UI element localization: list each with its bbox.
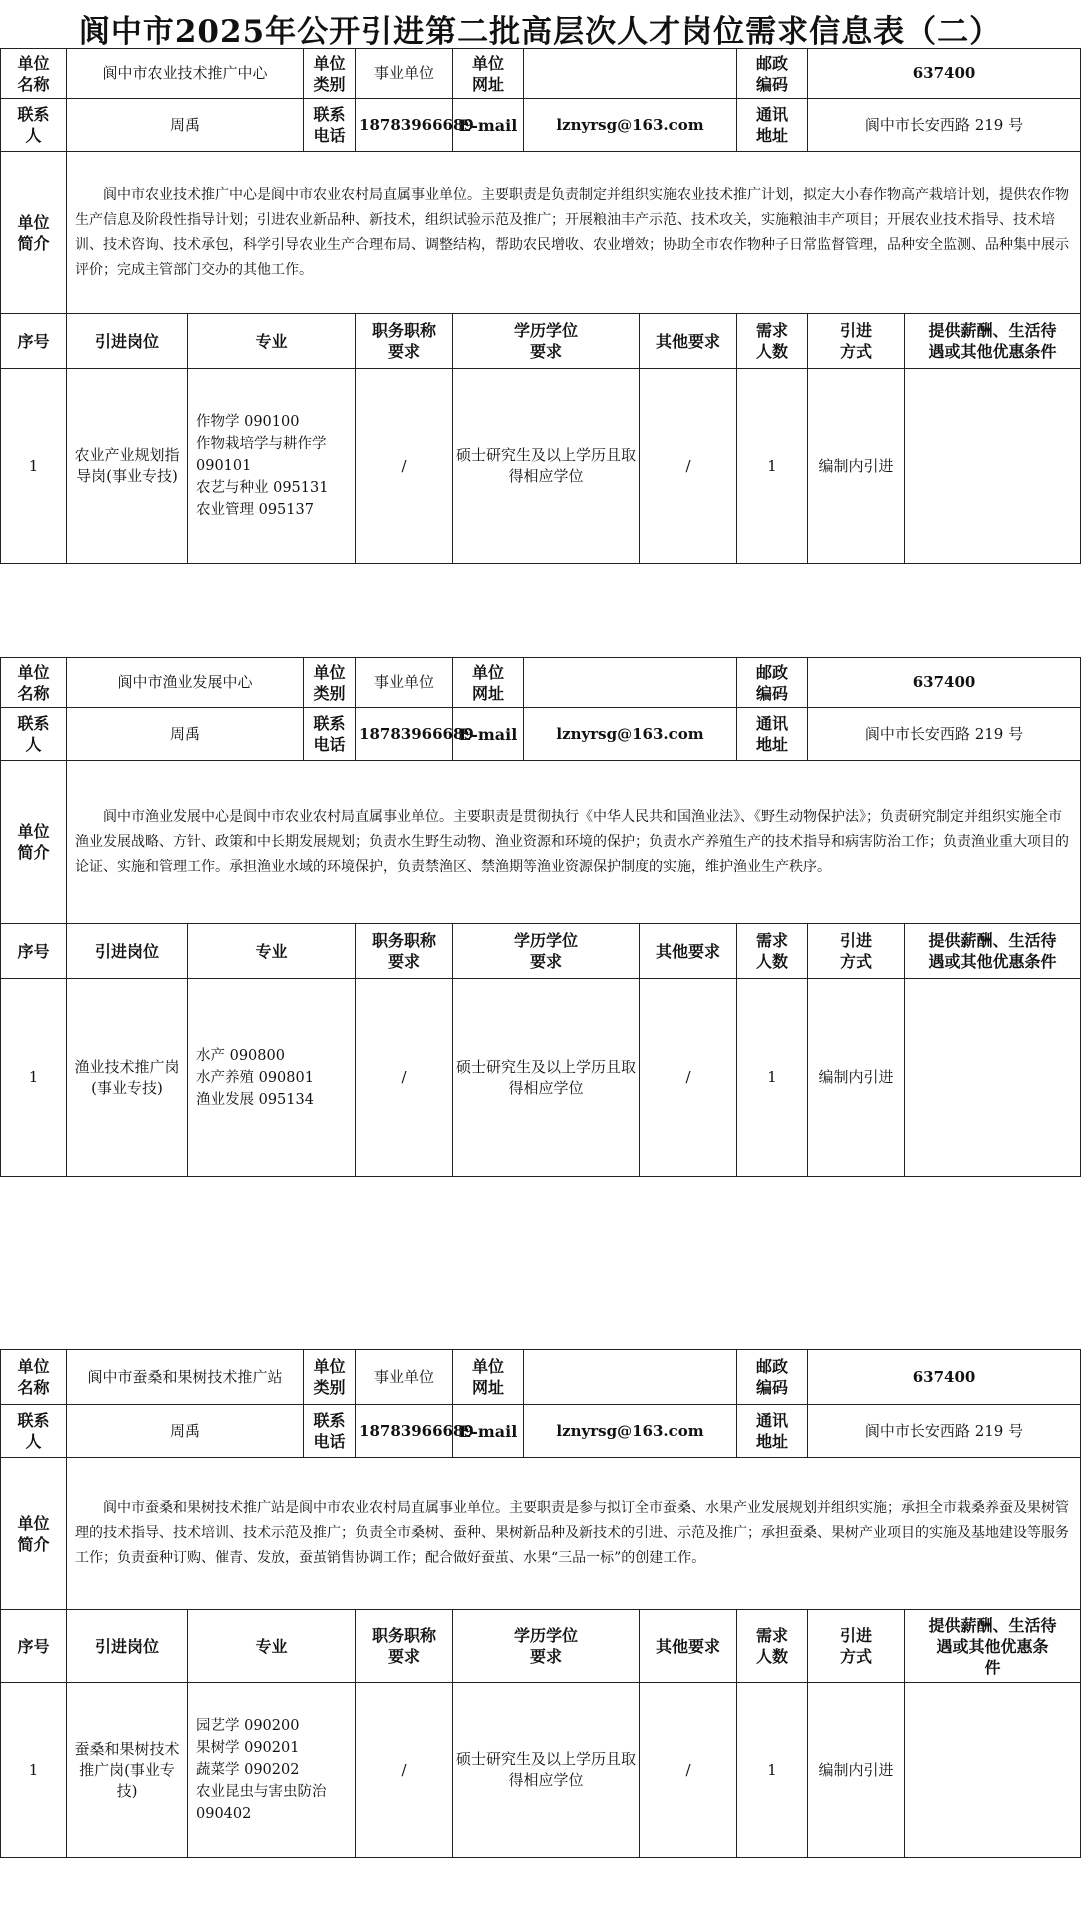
postal-code-value: 637400 bbox=[808, 658, 1081, 708]
contact-value: 周禹 bbox=[67, 99, 304, 152]
phone-label: 联系 电话 bbox=[304, 99, 356, 152]
major-item: 园艺学 090200 bbox=[196, 1718, 300, 1734]
col-header: 其他要求 bbox=[640, 1610, 737, 1683]
col-header: 专业 bbox=[188, 924, 356, 979]
email-label: E-mail bbox=[453, 99, 524, 152]
headcount: 1 bbox=[737, 369, 808, 564]
education-requirement: 硕士研究生及以上学历且取得相应学位 bbox=[453, 1683, 640, 1858]
position-majors bbox=[188, 1683, 356, 1858]
major-item: 蔬菜学 090202 bbox=[196, 1762, 300, 1778]
major-item: 果树学 090201 bbox=[196, 1740, 300, 1756]
major-item: 渔业发展 095134 bbox=[196, 1091, 314, 1108]
unit-website-value bbox=[524, 658, 737, 708]
col-header: 序号 bbox=[1, 1610, 67, 1683]
postal-code-label: 邮政 编码 bbox=[737, 1350, 808, 1405]
education-requirement: 硕士研究生及以上学历且取得相应学位 bbox=[453, 369, 640, 564]
contact-value: 周禹 bbox=[67, 708, 304, 761]
col-header: 序号 bbox=[1, 924, 67, 979]
unit-website-label: 单位 网址 bbox=[453, 658, 524, 708]
col-header: 引进岗位 bbox=[67, 924, 188, 979]
address-value: 阆中市长安西路 219 号 bbox=[808, 99, 1081, 152]
unit-table-2 bbox=[0, 657, 1081, 1177]
col-header: 引进 方式 bbox=[808, 1610, 905, 1683]
intro-label: 单位 简介 bbox=[1, 1458, 67, 1610]
title-requirement: / bbox=[356, 369, 453, 564]
col-header: 学历学位 要求 bbox=[453, 924, 640, 979]
phone-value: 18783966689 bbox=[356, 1405, 453, 1458]
title-requirement: / bbox=[356, 979, 453, 1177]
col-header: 职务职称 要求 bbox=[356, 924, 453, 979]
hiring-method: 编制内引进 bbox=[808, 979, 905, 1177]
postal-code-value: 637400 bbox=[808, 49, 1081, 99]
unit-name-value: 阆中市渔业发展中心 bbox=[67, 658, 304, 708]
major-item: 作物栽培学与耕作学 090101 bbox=[196, 436, 327, 474]
unit-name-label: 单位 名称 bbox=[1, 658, 67, 708]
position-no: 1 bbox=[1, 979, 67, 1177]
email-value: lznyrsg@163.com bbox=[524, 1405, 737, 1458]
unit-website-value bbox=[524, 1350, 737, 1405]
col-header: 其他要求 bbox=[640, 924, 737, 979]
unit-website-label: 单位 网址 bbox=[453, 1350, 524, 1405]
unit-table-1 bbox=[0, 48, 1081, 564]
col-header: 需求 人数 bbox=[737, 314, 808, 369]
major-item: 农业管理 095137 bbox=[196, 502, 314, 518]
position-title: 渔业技术推广岗(事业专技) bbox=[67, 979, 188, 1177]
major-item: 水产 090800 bbox=[196, 1047, 285, 1064]
other-requirement: / bbox=[640, 1683, 737, 1858]
contact-value: 周禹 bbox=[67, 1405, 304, 1458]
major-item: 农艺与种业 095131 bbox=[196, 480, 329, 496]
major-item: 农业昆虫与害虫防治 090402 bbox=[196, 1784, 327, 1822]
position-majors bbox=[188, 369, 356, 564]
unit-type-label: 单位 类别 bbox=[304, 49, 356, 99]
phone-label: 联系 电话 bbox=[304, 1405, 356, 1458]
major-item: 作物学 090100 bbox=[196, 414, 300, 430]
col-header: 需求 人数 bbox=[737, 924, 808, 979]
address-label: 通讯 地址 bbox=[737, 99, 808, 152]
major-item: 水产养殖 090801 bbox=[196, 1069, 314, 1086]
intro-label: 单位 简介 bbox=[1, 761, 67, 924]
col-header: 学历学位 要求 bbox=[453, 314, 640, 369]
col-header: 学历学位 要求 bbox=[453, 1610, 640, 1683]
col-header: 职务职称 要求 bbox=[356, 1610, 453, 1683]
position-majors bbox=[188, 979, 356, 1177]
hiring-method: 编制内引进 bbox=[808, 1683, 905, 1858]
position-title: 蚕桑和果树技术推广岗(事业专技) bbox=[67, 1683, 188, 1858]
email-label: E-mail bbox=[453, 708, 524, 761]
col-header: 提供薪酬、生活待 遇或其他优惠条件 bbox=[905, 314, 1081, 369]
phone-label: 联系 电话 bbox=[304, 708, 356, 761]
col-header: 提供薪酬、生活待 遇或其他优惠条 件 bbox=[905, 1610, 1081, 1683]
contact-label: 联系 人 bbox=[1, 1405, 67, 1458]
col-header: 其他要求 bbox=[640, 314, 737, 369]
position-no: 1 bbox=[1, 1683, 67, 1858]
benefits bbox=[905, 979, 1081, 1177]
email-value: lznyrsg@163.com bbox=[524, 708, 737, 761]
unit-intro-text: 阆中市渔业发展中心是阆中市农业农村局直属事业单位。主要职责是贯彻执行《中华人民共和国渔业法》、《野生动物保护法》；负责研究制定并组织实施全市渔业发展战略、方针、政策和中长期发展规划；负责水生野生动物、渔业资源和环境的保护；负责水产养殖生产的技术指导和病害防治工作；负责渔业重大项目的论证、实施和管理工作。承担渔业水域的环境保护，负责禁渔区、禁渔期等渔业资源保护制度的实施，维护渔业生产秩序。 bbox=[67, 761, 1081, 924]
col-header: 提供薪酬、生活待 遇或其他优惠条件 bbox=[905, 924, 1081, 979]
hiring-method: 编制内引进 bbox=[808, 369, 905, 564]
unit-website-value bbox=[524, 49, 737, 99]
postal-code-label: 邮政 编码 bbox=[737, 658, 808, 708]
col-header: 职务职称 要求 bbox=[356, 314, 453, 369]
col-header: 引进岗位 bbox=[67, 314, 188, 369]
col-header: 专业 bbox=[188, 314, 356, 369]
other-requirement: / bbox=[640, 979, 737, 1177]
contact-label: 联系 人 bbox=[1, 99, 67, 152]
unit-type-label: 单位 类别 bbox=[304, 1350, 356, 1405]
col-header: 需求 人数 bbox=[737, 1610, 808, 1683]
unit-name-value: 阆中市蚕桑和果树技术推广站 bbox=[67, 1350, 304, 1405]
benefits bbox=[905, 1683, 1081, 1858]
postal-code-value: 637400 bbox=[808, 1350, 1081, 1405]
page-title: 阆中市2025年公开引进第二批高层次人才岗位需求信息表（二） bbox=[78, 14, 1002, 50]
postal-code-label: 邮政 编码 bbox=[737, 49, 808, 99]
address-value: 阆中市长安西路 219 号 bbox=[808, 1405, 1081, 1458]
unit-intro-text: 阆中市蚕桑和果树技术推广站是阆中市农业农村局直属事业单位。主要职责是参与拟订全市蚕桑、水果产业发展规划并组织实施；承担全市栽桑养蚕及果树管理的技术指导、技术培训、技术示范及推广；负责全市桑树、蚕种、果树新品种及新技术的引进、示范及推广；承担蚕桑、果树产业项目的实施及基地建设等服务工作；负责蚕种订购、催青、发放，蚕茧销售协调工作；配合做好蚕茧、水果“三品一标”的创建工作。 bbox=[67, 1458, 1081, 1610]
intro-label: 单位 简介 bbox=[1, 152, 67, 314]
col-header: 引进 方式 bbox=[808, 924, 905, 979]
unit-name-label: 单位 名称 bbox=[1, 49, 67, 99]
col-header: 序号 bbox=[1, 314, 67, 369]
email-label: E-mail bbox=[453, 1405, 524, 1458]
unit-intro-text: 阆中市农业技术推广中心是阆中市农业农村局直属事业单位。主要职责是负责制定并组织实施农业技术推广计划，拟定大小春作物高产栽培计划，提供农作物生产信息及阶段性指导计划；引进农业新品种、新技术，组织试验示范及推广；开展粮油丰产示范、技术攻关，实施粮油丰产项目；开展农业技术指导、技术培训、技术咨询、技术承包，科学引导农业生产合理布局、调整结构，帮助农民增收、农业增效；协助全市农作物种子日常监督管理，品种安全监测、品种集中展示评价；完成主管部门交办的其他工作。 bbox=[67, 152, 1081, 314]
headcount: 1 bbox=[737, 1683, 808, 1858]
email-value: lznyrsg@163.com bbox=[524, 99, 737, 152]
phone-value: 18783966689 bbox=[356, 708, 453, 761]
unit-type-value: 事业单位 bbox=[356, 658, 453, 708]
unit-type-label: 单位 类别 bbox=[304, 658, 356, 708]
education-requirement: 硕士研究生及以上学历且取得相应学位 bbox=[453, 979, 640, 1177]
contact-label: 联系 人 bbox=[1, 708, 67, 761]
unit-name-value: 阆中市农业技术推广中心 bbox=[67, 49, 304, 99]
position-no: 1 bbox=[1, 369, 67, 564]
headcount: 1 bbox=[737, 979, 808, 1177]
other-requirement: / bbox=[640, 369, 737, 564]
unit-type-value: 事业单位 bbox=[356, 49, 453, 99]
col-header: 引进岗位 bbox=[67, 1610, 188, 1683]
position-title: 农业产业规划指导岗(事业专技) bbox=[67, 369, 188, 564]
unit-website-label: 单位 网址 bbox=[453, 49, 524, 99]
unit-table-3 bbox=[0, 1349, 1081, 1858]
phone-value: 18783966689 bbox=[356, 99, 453, 152]
col-header: 专业 bbox=[188, 1610, 356, 1683]
unit-type-value: 事业单位 bbox=[356, 1350, 453, 1405]
address-value: 阆中市长安西路 219 号 bbox=[808, 708, 1081, 761]
address-label: 通讯 地址 bbox=[737, 1405, 808, 1458]
unit-name-label: 单位 名称 bbox=[1, 1350, 67, 1405]
title-requirement: / bbox=[356, 1683, 453, 1858]
benefits bbox=[905, 369, 1081, 564]
col-header: 引进 方式 bbox=[808, 314, 905, 369]
address-label: 通讯 地址 bbox=[737, 708, 808, 761]
